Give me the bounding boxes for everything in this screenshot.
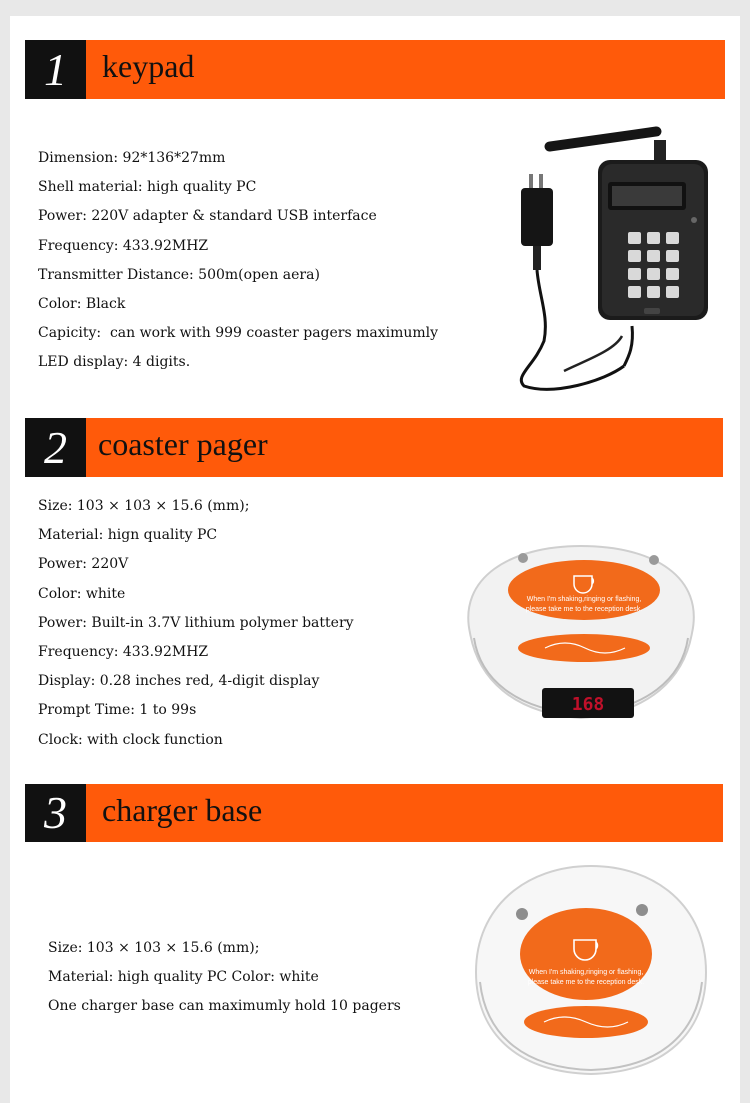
charger-base-photo	[466, 862, 716, 1078]
spec-item: Dimension: 92*136*27mm	[38, 150, 226, 166]
spec-item: Size: 103 × 103 × 15.6 (mm);	[38, 498, 250, 514]
spec-item: Color: Black	[38, 295, 126, 312]
spec-item: Capicity: can work with 999 coaster pagers maximumly	[38, 325, 439, 342]
section-title: charger base	[102, 792, 263, 828]
section-number: 3	[25, 784, 86, 842]
section-header-keypad	[25, 40, 725, 99]
charger-base-spec-list	[48, 934, 401, 1022]
spec-item: Transmitter Distance: 500m(open aera)	[38, 266, 320, 283]
pager-label-line: please take me to the reception desk.	[525, 606, 643, 613]
section-title: coaster pager	[98, 426, 268, 462]
charger-label-line: please take me to the reception desk.	[527, 979, 645, 986]
section-number: 1	[25, 40, 86, 99]
product-spec-page	[10, 16, 740, 1103]
spec-item: One charger base can maximumly hold 10 pagers	[48, 998, 401, 1015]
pager-led-digits: 168	[571, 694, 605, 715]
section-header-charger-base	[25, 784, 723, 842]
spec-item: Display: 0.28 inches red, 4-digit display	[38, 673, 320, 690]
spec-item: Color: white	[38, 585, 126, 602]
section-number: 2	[25, 418, 86, 477]
spec-item: Power: 220V adapter & standard USB interface	[38, 208, 377, 225]
charger-label-line: When I'm shaking,ringing or flashing,	[528, 969, 644, 976]
section-title: keypad	[102, 48, 195, 84]
spec-item: Size: 103 × 103 × 15.6 (mm);	[48, 940, 260, 956]
spec-item: Shell material: high quality PC	[38, 179, 257, 196]
spec-item: Frequency: 433.92MHZ	[38, 237, 209, 254]
spec-item: Power: Built-in 3.7V lithium polymer battery	[38, 614, 354, 631]
spec-item: Prompt Time: 1 to 99s	[38, 702, 197, 719]
spec-item: Power: 220V	[38, 556, 129, 573]
keypad-photo	[504, 126, 714, 396]
spec-item: Material: high quality PC Color: white	[48, 969, 319, 986]
spec-item: Frequency: 433.92MHZ	[38, 643, 209, 660]
spec-item: Clock: with clock function	[38, 731, 223, 748]
coaster-pager-photo	[450, 538, 712, 728]
spec-item: Material: hign quality PC	[38, 527, 218, 544]
section-header-coaster-pager	[25, 418, 723, 477]
keypad-spec-list	[38, 144, 438, 378]
pager-label-line: When I'm shaking,ringing or flashing,	[526, 596, 642, 603]
coaster-pager-spec-list	[38, 492, 354, 755]
spec-item: LED display: 4 digits.	[38, 354, 191, 371]
